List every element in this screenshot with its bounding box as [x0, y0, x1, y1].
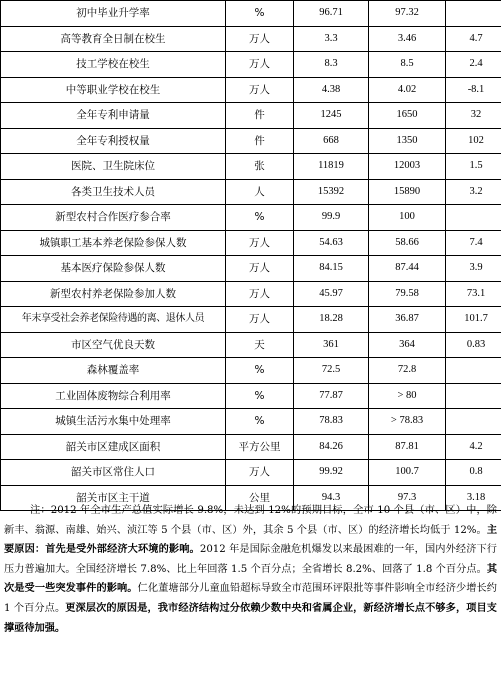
indicator-name: 市区空气优良天数 [1, 332, 226, 358]
value-current-cell: > 80 [369, 383, 446, 409]
unit-cell: 万人 [226, 77, 294, 103]
indicator-name: 韶关市区常住人口 [1, 460, 226, 486]
growth-rate-cell: 2.4 [446, 52, 501, 78]
footnote-text-1: 注：2012 年全市生产总值实际增长 9.8%，未达到 12%的预期目标，全市 10 个县（市、区）中，除新丰、翁源、南雄、始兴、浈江等 5 个县（市、区）外，其余 5 个县（市、区）的经济增长均低于 12%。 [4, 505, 497, 536]
growth-rate-cell: 1.5 [446, 154, 501, 180]
unit-cell: 人 [226, 179, 294, 205]
value-current-cell: 36.87 [369, 307, 446, 333]
growth-rate-cell: 3.2 [446, 179, 501, 205]
value-current-cell: 87.81 [369, 434, 446, 460]
growth-rate-cell: 3.9 [446, 256, 501, 282]
unit-cell: 件 [226, 128, 294, 154]
unit-cell: % [226, 358, 294, 384]
indicator-name: 高等教育全日制在校生 [1, 26, 226, 52]
value-previous-cell: 94.3 [294, 485, 369, 511]
footnote-text-2: 2012 年是国际金融危机爆发以来最困难的一年，国内外经济下行压力普遍加大。全国经济增长 7.8%、比上年回落 1.5 个百分点；全省增长 8.2%、回落了 1.8 个百分点。 [4, 544, 497, 575]
value-current-cell: 97.32 [369, 1, 446, 27]
table-row [1, 128, 501, 154]
growth-rate-cell: 101.7 [446, 307, 501, 333]
indicator-name: 城镇生活污水集中处理率 [1, 409, 226, 435]
table-row [1, 154, 501, 180]
value-current-cell: 58.66 [369, 230, 446, 256]
table-row [1, 77, 501, 103]
growth-rate-cell: 4.2 [446, 434, 501, 460]
table-row [1, 256, 501, 282]
growth-rate-cell [446, 383, 501, 409]
unit-cell: 平方公里 [226, 434, 294, 460]
value-previous-cell: 45.97 [294, 281, 369, 307]
unit-cell: % [226, 205, 294, 231]
table-row [1, 383, 501, 409]
footnote-bold-3: 更深层次的原因是，我市经济结构过分依赖少数中央和省属企业，新经济增长点不够多，项目支撑亟待加强。 [4, 601, 497, 634]
footnote-bold-2: 其次是受一些突发事件的影响。 [4, 562, 497, 595]
value-current-cell: 1650 [369, 103, 446, 129]
value-current-cell: 3.46 [369, 26, 446, 52]
growth-rate-cell: 3.18 [446, 485, 501, 511]
value-previous-cell: 78.83 [294, 409, 369, 435]
value-previous-cell: 8.3 [294, 52, 369, 78]
growth-rate-cell [446, 205, 501, 231]
value-previous-cell: 72.5 [294, 358, 369, 384]
value-previous-cell: 99.92 [294, 460, 369, 486]
value-current-cell: 87.44 [369, 256, 446, 282]
footnote-paragraph [4, 502, 497, 638]
indicator-name: 森林覆盖率 [1, 358, 226, 384]
table-row [1, 230, 501, 256]
table-row [1, 409, 501, 435]
table-row [1, 179, 501, 205]
value-current-cell: 4.02 [369, 77, 446, 103]
table-row [1, 460, 501, 486]
indicator-name: 中等职业学校在校生 [1, 77, 226, 103]
unit-cell: 万人 [226, 52, 294, 78]
table-row [1, 103, 501, 129]
growth-rate-cell [446, 1, 501, 27]
indicator-name: 基本医疗保险参保人数 [1, 256, 226, 282]
indicator-name: 全年专利授权量 [1, 128, 226, 154]
growth-rate-cell: 32 [446, 103, 501, 129]
value-previous-cell: 11819 [294, 154, 369, 180]
table-row [1, 358, 501, 384]
unit-cell: 万人 [226, 230, 294, 256]
indicator-name: 各类卫生技术人员 [1, 179, 226, 205]
growth-rate-cell: 0.8 [446, 460, 501, 486]
indicator-name: 韶关市区建成区面积 [1, 434, 226, 460]
unit-cell: 张 [226, 154, 294, 180]
unit-cell: 万人 [226, 256, 294, 282]
value-previous-cell: 84.26 [294, 434, 369, 460]
value-current-cell: 100 [369, 205, 446, 231]
value-previous-cell: 4.38 [294, 77, 369, 103]
value-current-cell: 15890 [369, 179, 446, 205]
unit-cell: % [226, 1, 294, 27]
value-current-cell: 12003 [369, 154, 446, 180]
unit-cell: 天 [226, 332, 294, 358]
value-current-cell: 97.3 [369, 485, 446, 511]
growth-rate-cell [446, 358, 501, 384]
unit-cell: 万人 [226, 460, 294, 486]
value-previous-cell: 668 [294, 128, 369, 154]
table-row [1, 307, 501, 333]
growth-rate-cell: 4.7 [446, 26, 501, 52]
value-previous-cell: 3.3 [294, 26, 369, 52]
unit-cell: 万人 [226, 26, 294, 52]
indicator-name: 城镇职工基本养老保险参保人数 [1, 230, 226, 256]
value-current-cell: 72.8 [369, 358, 446, 384]
growth-rate-cell: -8.1 [446, 77, 501, 103]
value-current-cell: 79.58 [369, 281, 446, 307]
table-row [1, 1, 501, 27]
unit-cell: % [226, 383, 294, 409]
footnote [4, 502, 497, 638]
growth-rate-cell [446, 409, 501, 435]
indicator-name: 韶关市区主干道 [1, 485, 226, 511]
value-current-cell: 1350 [369, 128, 446, 154]
indicator-name: 新型农村合作医疗参合率 [1, 205, 226, 231]
table-row [1, 332, 501, 358]
value-current-cell: 100.7 [369, 460, 446, 486]
value-current-cell: 364 [369, 332, 446, 358]
indicator-name: 全年专利申请量 [1, 103, 226, 129]
growth-rate-cell: 7.4 [446, 230, 501, 256]
unit-cell: 件 [226, 103, 294, 129]
unit-cell: 万人 [226, 281, 294, 307]
indicator-name: 医院、卫生院床位 [1, 154, 226, 180]
unit-cell: % [226, 409, 294, 435]
value-previous-cell: 18.28 [294, 307, 369, 333]
table-row [1, 52, 501, 78]
value-previous-cell: 84.15 [294, 256, 369, 282]
growth-rate-cell: 73.1 [446, 281, 501, 307]
indicator-name: 技工学校在校生 [1, 52, 226, 78]
indicator-name: 年末享受社会养老保险待遇的离、退休人员 [1, 307, 226, 333]
value-previous-cell: 99.9 [294, 205, 369, 231]
indicator-name: 新型农村养老保险参加人数 [1, 281, 226, 307]
value-previous-cell: 15392 [294, 179, 369, 205]
growth-rate-cell: 102 [446, 128, 501, 154]
table-row [1, 281, 501, 307]
value-previous-cell: 96.71 [294, 1, 369, 27]
unit-cell: 万人 [226, 307, 294, 333]
table-row [1, 434, 501, 460]
indicator-name: 初中毕业升学率 [1, 1, 226, 27]
table-row [1, 26, 501, 52]
value-previous-cell: 54.63 [294, 230, 369, 256]
footnote-text-3: 仁化董塘部分儿童血铅超标导致全市范围环评限批等事件影响全市经济少增长约 1 个百分点。 [4, 583, 497, 614]
unit-cell: 公里 [226, 485, 294, 511]
value-previous-cell: 1245 [294, 103, 369, 129]
value-current-cell: 8.5 [369, 52, 446, 78]
footnote-bold-1: 主要原因：首先是受外部经济大环境的影响。 [4, 523, 497, 556]
growth-rate-cell: 0.83 [446, 332, 501, 358]
table-row [1, 205, 501, 231]
value-previous-cell: 77.87 [294, 383, 369, 409]
value-previous-cell: 361 [294, 332, 369, 358]
indicator-name: 工业固体废物综合利用率 [1, 383, 226, 409]
table-body [1, 1, 501, 511]
value-current-cell: > 78.83 [369, 409, 446, 435]
